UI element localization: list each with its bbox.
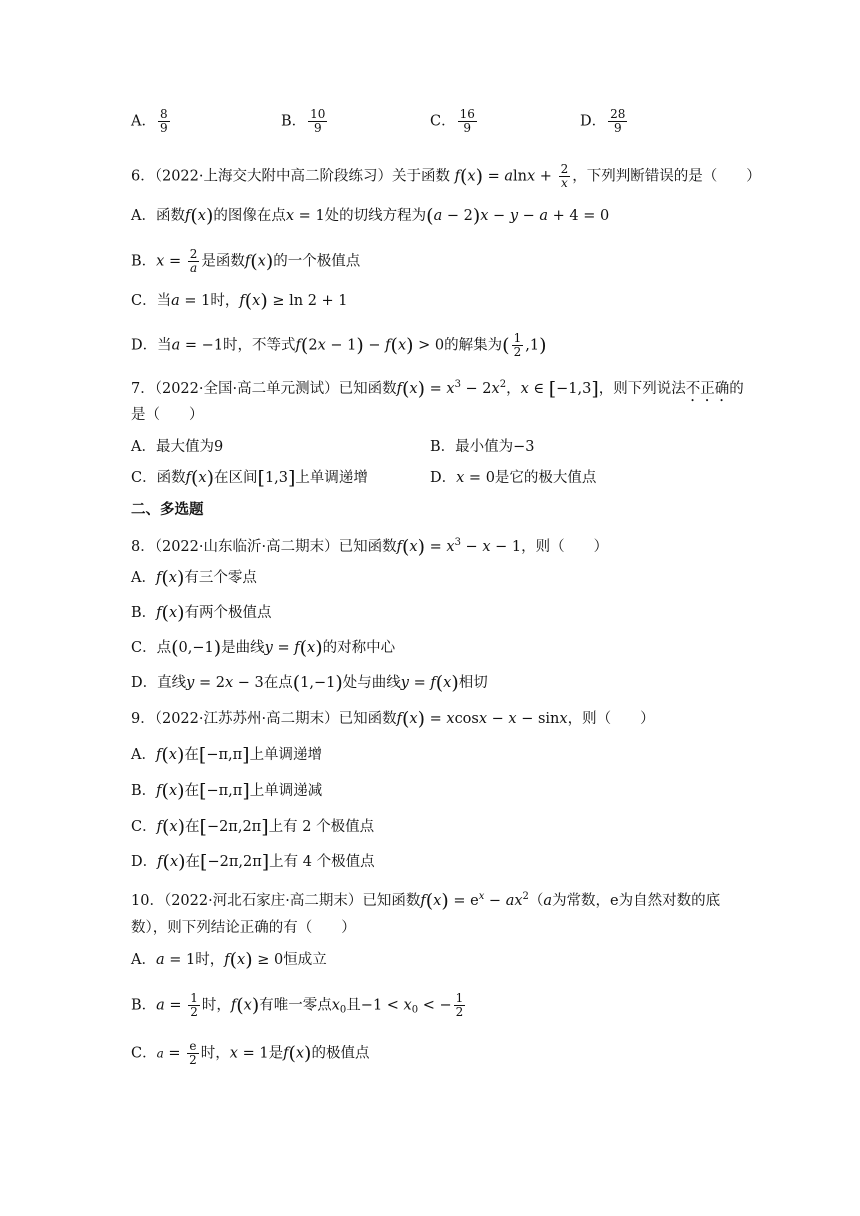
q7-option-d: D．x = 0是它的极大值点 — [430, 470, 597, 486]
q6-option-c: C．当a = 1时，f(x) ≥ ln 2 + 1 — [131, 290, 348, 312]
emphasis-not-correct: 不正确 — [685, 381, 730, 397]
q9-stem: 9．（2022·江苏苏州·高二期末）已知函数f(x) = xcosx − x − sinx，则（ ） — [131, 708, 655, 730]
q9-option-a: A．f(x)在[−π,π]上单调递增 — [131, 744, 323, 766]
q5-option-c — [430, 108, 479, 135]
q6-stem: 6．（2022·上海交大附中高二阶段练习）关于函数 f(x) = alnx + $\frac{2}{x}$ ，下列判断错误的是（ ） — [131, 162, 761, 190]
fraction: $\frac{1}{2}$ — [513, 331, 522, 359]
q8-option-b: B．f(x)有两个极值点 — [131, 602, 272, 624]
fraction: $\frac{1}{2}$ — [190, 991, 198, 1019]
q10-stem-line2: 数），则下列结论正确的有（ ） — [131, 920, 356, 936]
q5-option-a — [131, 108, 172, 135]
q7-stem: 7．（2022·全国·高二单元测试）已知函数$f(x) = x^3 - 2x^2$，x ∈ [−1,3]，则下列说法不正确的 — [131, 378, 744, 400]
option-label: A． — [131, 113, 156, 130]
q7-option-a: A．最大值为9 — [131, 439, 224, 455]
q5-option-b — [281, 108, 329, 135]
fraction: $\frac{8}{9}$ — [159, 107, 168, 135]
q7-option-b: B．最小值为−3 — [430, 439, 535, 455]
q9-option-d: D．f(x)在[−2π,2π]上有 4 个极值点 — [131, 851, 375, 873]
q9-option-c: C．f(x)在[−2π,2π]上有 2 个极值点 — [131, 816, 375, 838]
q7-stem-line2: 是（ ） — [131, 407, 204, 423]
q10-option-c: C．a = $\frac{e}{2}$ 时，x = 1是f(x)的极值点 — [131, 1039, 370, 1067]
fraction: $\frac{e}{2}$ — [189, 1039, 197, 1067]
fraction: $\frac{16}{9}$ — [459, 107, 475, 135]
q5-option-d — [580, 108, 629, 135]
q7-option-c: C．函数f(x)在区间[1,3]上单调递增 — [131, 467, 368, 489]
q6-option-d: D．当a = −1时，不等式f(2x − 1) − f(x) > 0的解集为( $\frac{1}{2}$ ,1) — [131, 331, 547, 359]
fraction: $\frac{2}{x}$ — [560, 162, 569, 190]
q6-option-b: B．x = $\frac{2}{a}$ 是函数f(x)的一个极值点 — [131, 247, 361, 275]
fraction: $\frac{1}{2}$ — [455, 991, 464, 1019]
option-label: D． — [580, 113, 607, 130]
q10-option-a: A．a = 1时，f(x) ≥ 0恒成立 — [131, 949, 327, 971]
q8-option-a: A．f(x)有三个零点 — [131, 567, 257, 589]
option-label: B． — [281, 113, 307, 130]
fraction: $\frac{28}{9}$ — [610, 107, 626, 135]
section-heading: 二、多选题 — [131, 501, 204, 518]
q10-option-b: B．a = $\frac{1}{2}$ 时，f(x)有唯一零点$x_0$且$-1 < x_0$ < − $\frac{1}{2}$ — [131, 991, 464, 1019]
q9-option-b: B．f(x)在[−π,π]上单调递减 — [131, 780, 323, 802]
option-label: C． — [430, 113, 456, 130]
q6-option-a: A．函数f(x)的图像在点x = 1处的切线方程为(a − 2)x − y − a + 4 = 0 — [131, 205, 610, 227]
q10-stem: 10．（2022·河北石家庄·高二期末）已知函数$f(x) = e^x - ax^2(a$为常数，e为自然对数的底 — [131, 890, 721, 912]
q8-option-d: D．直线y = 2x − 3在点(1,−1)处与曲线y = f(x)相切 — [131, 672, 488, 694]
q8-stem: 8．（2022·山东临沂·高二期末）已知函数$f(x) = x^3 - x - 1$，则（ ） — [131, 536, 609, 558]
fraction: $\frac{10}{9}$ — [310, 107, 326, 135]
q8-option-c: C．点(0,−1)是曲线y = f(x)的对称中心 — [131, 637, 396, 659]
fraction: $\frac{2}{a}$ — [189, 247, 198, 275]
